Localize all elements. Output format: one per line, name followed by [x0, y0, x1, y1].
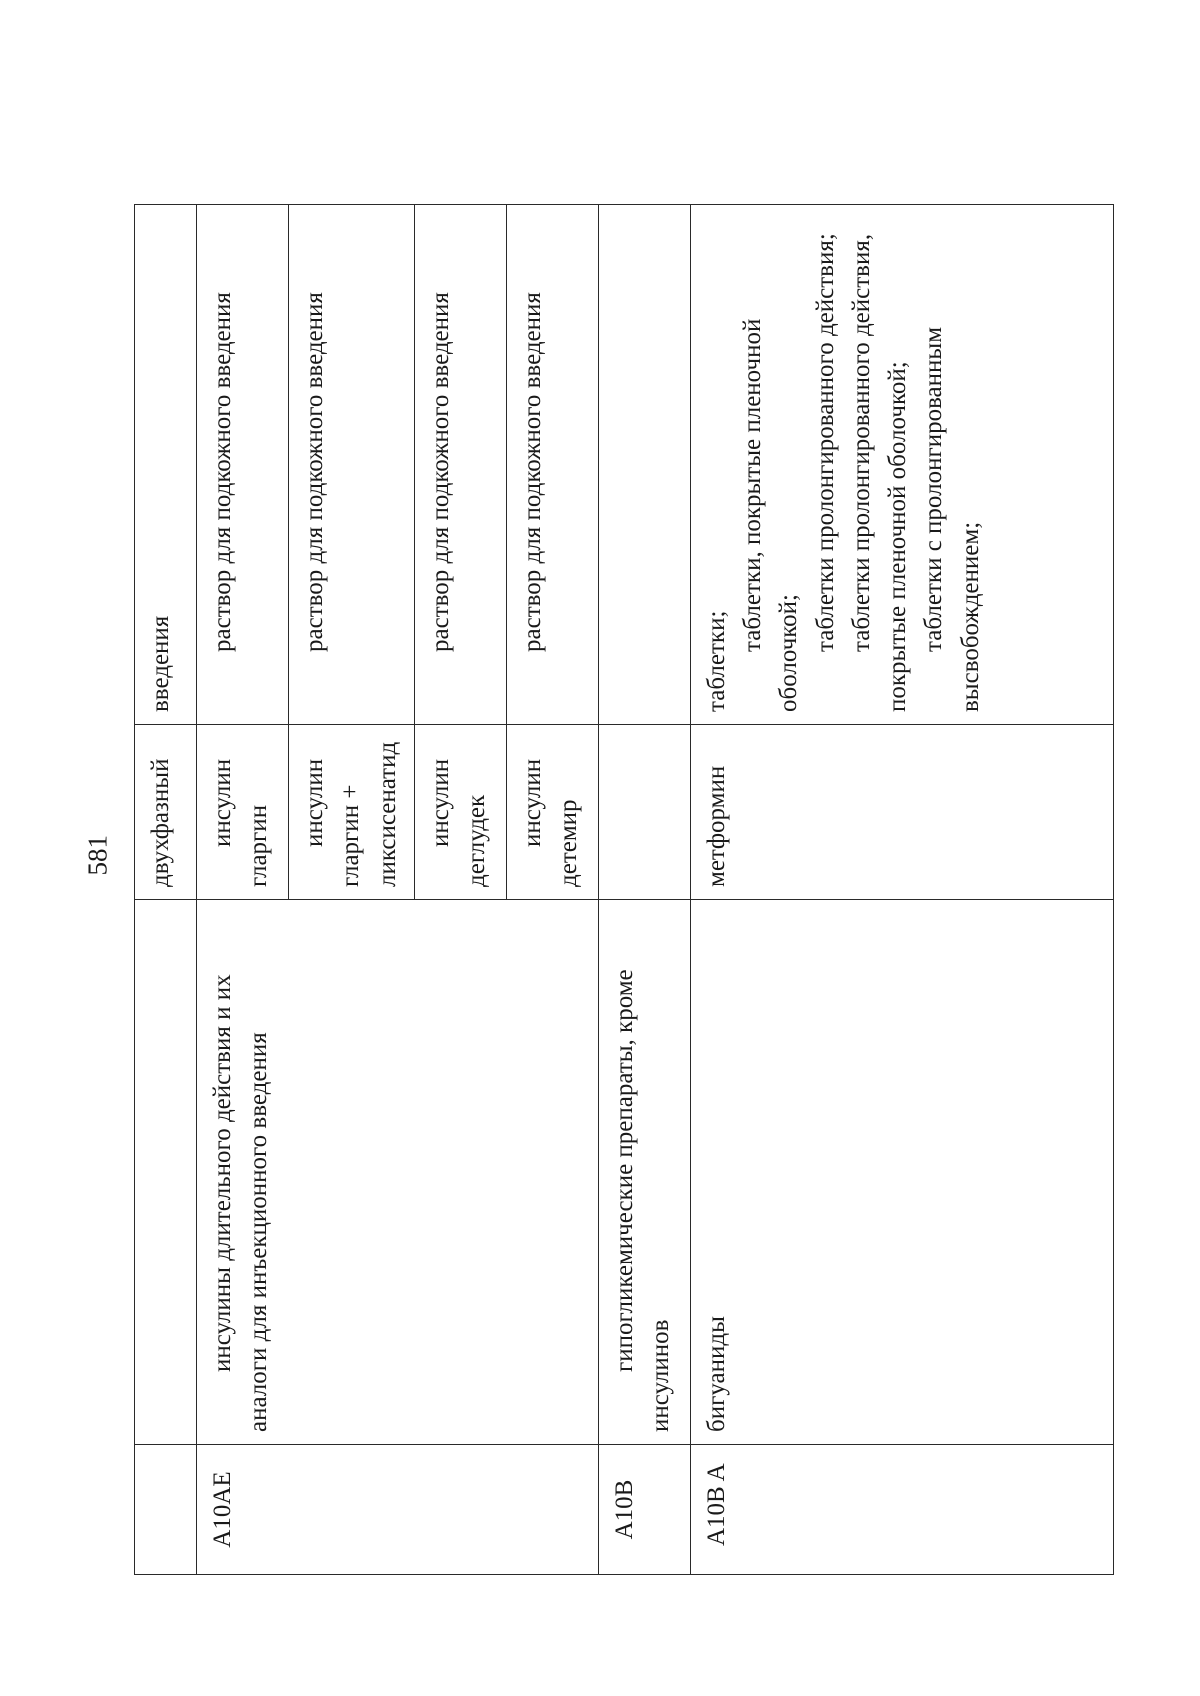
atc-code-cell: A10B A [690, 1445, 1113, 1575]
atc-code-cell [135, 1445, 197, 1575]
atc-code-cell: A10B [598, 1445, 690, 1575]
form-cell [506, 205, 598, 725]
drug-cell: метформин [690, 725, 1113, 900]
table-row [598, 205, 690, 1575]
form-cell [690, 205, 1113, 725]
group-cell [135, 900, 197, 1445]
table-row [690, 205, 1113, 1575]
atc-code-cell: A10AE [197, 1445, 599, 1575]
drug-cell: инсулин детемир [506, 725, 598, 900]
form-line: раствор для подкожного введения [426, 292, 454, 652]
form-line: раствор для подкожного введения [301, 292, 328, 652]
form-line: раствор для подкожного введения [209, 292, 236, 652]
drug-cell: инсулин гларгин + ликсисенатид [289, 725, 415, 900]
form-line: таблетки пролонгированного действия; [811, 233, 839, 652]
form-line: таблетки пролонгированного действия, покрытые пленочной оболочкой; [847, 233, 911, 712]
table-container [134, 205, 1114, 1575]
group-cell: инсулины длительного действия и их аналоги для инъекционного введения [197, 900, 599, 1445]
group-cell: бигуаниды [690, 900, 1113, 1445]
rotated-table [134, 205, 1114, 1575]
drug-cell: инсулин деглудек [414, 725, 506, 900]
form-line: таблетки с пролонгированным высвобождением; [920, 326, 984, 712]
form-line: введения [147, 615, 174, 712]
group-cell: гипогликемические препараты, кроме инсулинов [598, 900, 690, 1445]
form-cell [289, 205, 415, 725]
form-cell [414, 205, 506, 725]
form-line: таблетки; [702, 610, 730, 712]
page-number: 581 [82, 835, 113, 876]
drug-cell: инсулин гларгин [197, 725, 289, 900]
table-row [135, 205, 197, 1575]
form-line: раствор для подкожного введения [518, 292, 546, 652]
drug-table [134, 204, 1114, 1575]
form-cell [197, 205, 289, 725]
table-row [197, 205, 289, 1575]
drug-cell: двухфазный [135, 725, 197, 900]
form-cell [135, 205, 197, 725]
form-cell [598, 205, 690, 725]
drug-cell [598, 725, 690, 900]
form-line: таблетки, покрытые пленочной оболочкой; [739, 318, 803, 712]
